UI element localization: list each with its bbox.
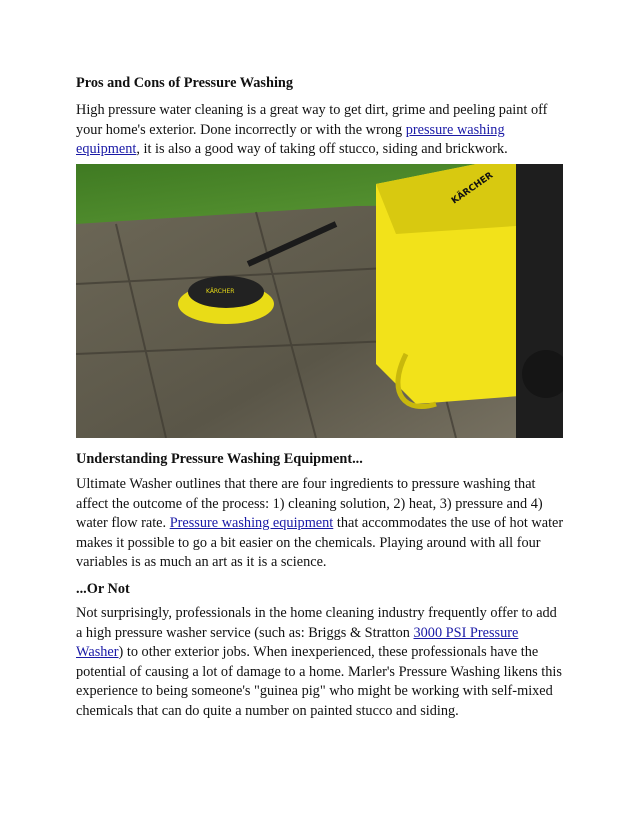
section-heading-pros-cons: Pros and Cons of Pressure Washing	[76, 75, 294, 91]
pressure-washing-equipment-link[interactable]: pressure washing equipment	[76, 121, 505, 157]
pressure-washing-equipment-link-2[interactable]: Pressure washing equipment	[169, 515, 334, 531]
section-paragraph-pros-cons: High pressure water cleaning is a great way to get dirt, grime and peeling paint off your home's exterior. Done incorrectly or with the wrong pressure washing equipment, it is also a good way of taking off stucco, siding and brickwork.	[76, 102, 548, 157]
section-paragraph-or-not: Not surprisingly, professionals in the home cleaning industry frequently offer to add a high pressure washer service (such as: Briggs & Stratton 3000 PSI Pressure Washer) to other exterior jobs. When inexperienced, these professionals have the potential of causing a lot of damage to a home. Marler's Pressure Washing likens this experience to being someone's "guinea pig" who might be working with self-mixed chemicals that can do quite a number on painted stucco and siding.	[76, 605, 562, 719]
section-paragraph-understanding: Ultimate Washer outlines that there are four ingredients to pressure washing that affect the outcome of the process: 1) cleaning solution, 2) heat, 3) pressure and 4) water flow rate. Pressure washing equipment that accommodates the use of hot water makes it possible to go a bit easier on the chemicals. Playing around with all four variables is as much an art as it is a science.	[76, 476, 564, 570]
section-heading-or-not: ...Or Not	[76, 581, 130, 597]
brand-label: KÄRCHER	[449, 170, 496, 207]
section-heading-understanding: Understanding Pressure Washing Equipment...	[76, 451, 363, 467]
surface-cleaner-label: KÄRCHER	[206, 288, 235, 295]
pressure-washer-photo	[76, 164, 563, 438]
psi-pressure-washer-link[interactable]: 3000 PSI Pressure Washer	[76, 624, 519, 660]
